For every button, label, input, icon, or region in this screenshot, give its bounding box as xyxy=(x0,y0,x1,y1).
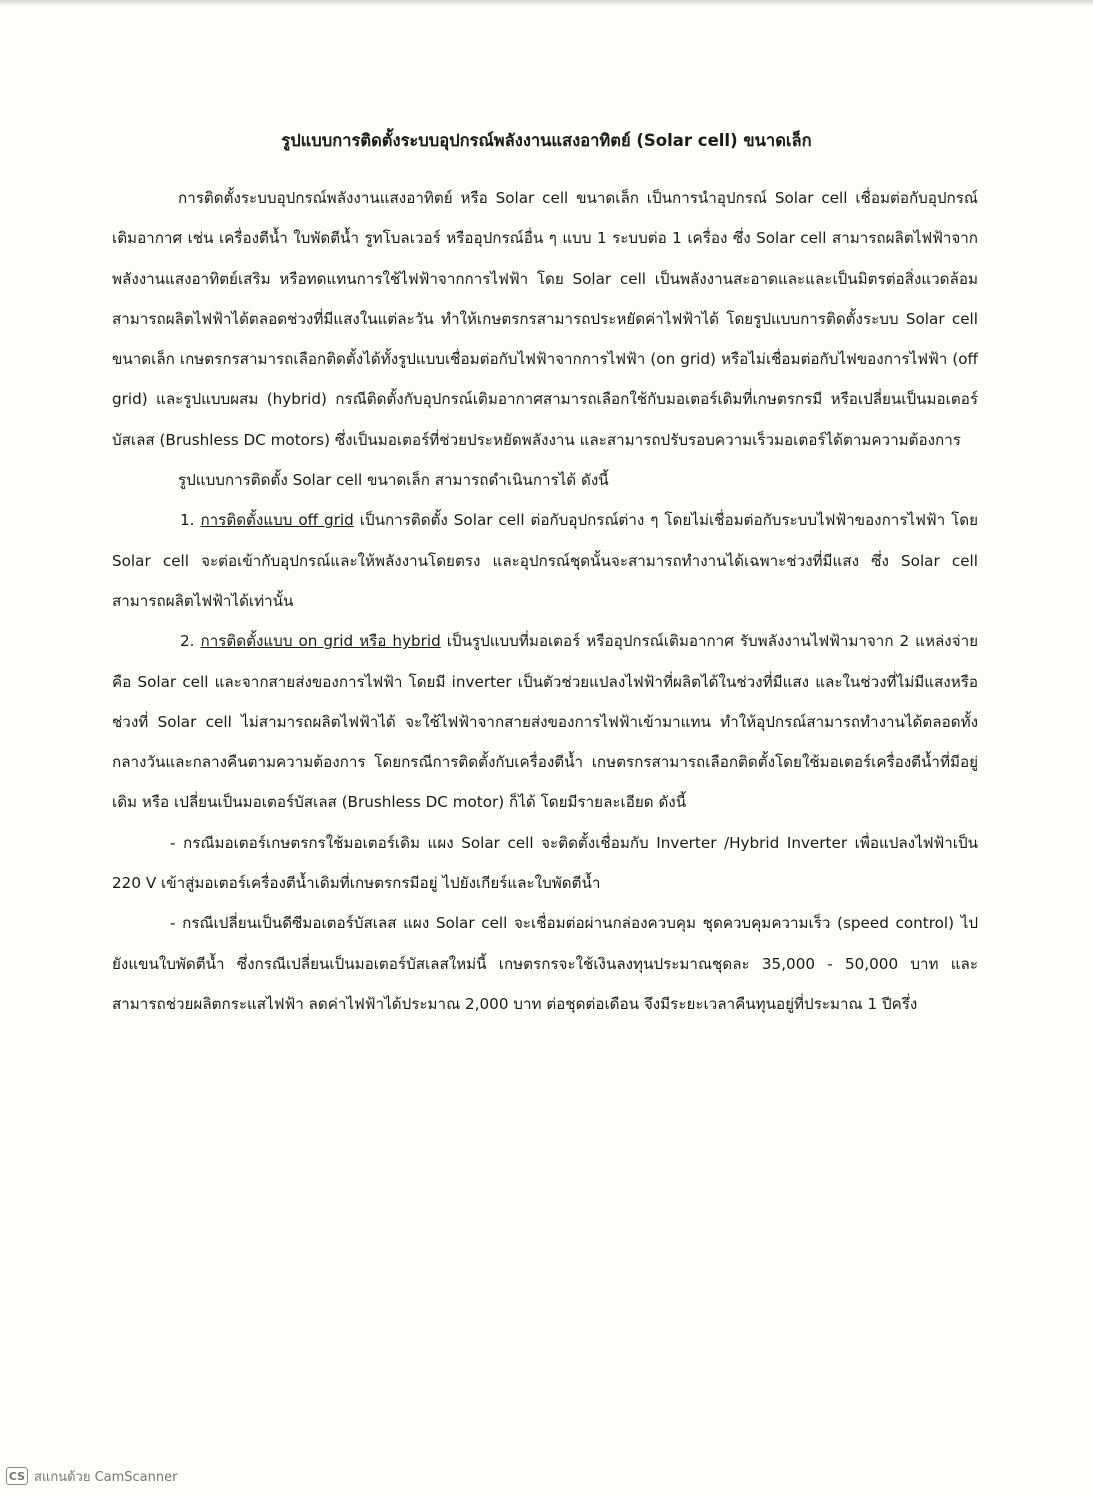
on-grid-item-number: 2. xyxy=(180,632,195,651)
document-title: รูปแบบการติดตั้งระบบอุปกรณ์พลังงานแสงอาทิตย์ (Solar cell) ขนาดเล็ก xyxy=(281,131,812,150)
brushless-motor-bullet: - กรณีเปลี่ยนเป็นดีซีมอเตอร์บัสเลส แผง Solar cell จะเชื่อมต่อผ่านกล่องควบคุม ชุดควบคุมความเร็ว (speed control) ไปยังแขนใบพัดตีน้ำ ซึ่งกรณีเปลี่ยนเป็นมอเตอร์บัสเลสใหม่นี้ เกษตรกรจะใช้เงินลงทุนประมาณชุดละ 35,000 - 50,000 บาท และสามารถช่วยผลิตกระแสไฟฟ้า ลดค่าไฟฟ้าได้ประมาณ 2,000 บาท ต่อชุดต่อเดือน จึงมีระยะเวลาคืนทุนอยู่ที่ประมาณ 1 ปีครึ่ง xyxy=(112,914,978,1013)
on-grid-heading: การติดตั้งแบบ on grid หรือ hybrid xyxy=(200,632,441,651)
off-grid-text: เป็นการติดตั้ง Solar cell ต่อกับอุปกรณ์ต่าง ๆ โดยไม่เชื่อมต่อกับระบบไฟฟ้าของการไฟฟ้า โดย Solar cell จะต่อเข้ากับอุปกรณ์และให้พลังงานโดยตรง และอุปกรณ์ชุดนั้นจะสามารถทำงานได้เฉพาะช่วงที่มีแสง ซึ่ง Solar cell สามารถผลิตไฟฟ้าได้เท่านั้น xyxy=(112,511,979,610)
off-grid-item-number: 1. xyxy=(180,511,195,530)
off-grid-item xyxy=(112,500,978,621)
on-grid-item xyxy=(112,621,978,822)
intro-paragraph: การติดตั้งระบบอุปกรณ์พลังงานแสงอาทิตย์ หรือ Solar cell ขนาดเล็ก เป็นการนำอุปกรณ์ Solar cell เชื่อมต่อกับอุปกรณ์เติมอากาศ เช่น เครื่องตีน้ำ ใบพัดตีน้ำ รูทโบลเวอร์ หรืออุปกรณ์อื่น ๆ แบบ 1 ระบบต่อ 1 เครื่อง ซึ่ง Solar cell สามารถผลิตไฟฟ้าจากพลังงานแสงอาทิตย์เสริม หรือทดแทนการใช้ไฟฟ้าจากการไฟฟ้า โดย Solar cell เป็นพลังงานสะอาดและและเป็นมิตรต่อสิ่งแวดล้อม สามารถผลิตไฟฟ้าได้ตลอดช่วงที่มีแสงในแต่ละวัน ทำให้เกษตรกรสามารถประหยัดค่าไฟฟ้าได้ โดยรูปแบบการติดตั้งระบบ Solar cell ขนาดเล็ก เกษตรกรสามารถเลือกติดตั้งได้ทั้งรูปแบบเชื่อมต่อกับไฟฟ้าจากการไฟฟ้า (on grid) หรือไม่เชื่อมต่อกับไฟของการไฟฟ้า (off grid) และรูปแบบผสม (hybrid) กรณีติดตั้งกับอุปกรณ์เติมอากาศสามารถเลือกใช้กับมอเตอร์เดิมที่เกษตรกรมี หรือเปลี่ยนเป็นมอเตอร์บัสเลส (Brushless DC motors) ซึ่งเป็นมอเตอร์ที่ช่วยประหยัดพลังงาน และสามารถปรับรอบความเร็วมอเตอร์ได้ตามความต้องการ xyxy=(112,189,978,449)
installation-types-paragraph: รูปแบบการติดตั้ง Solar cell ขนาดเล็ก สามารถดำเนินการได้ ดังนี้ xyxy=(178,471,609,490)
on-grid-text: เป็นรูปแบบที่มอเตอร์ หรืออุปกรณ์เติมอากาศ รับพลังงานไฟฟ้ามาจาก 2 แหล่งจ่าย คือ Solar cell และจากสายส่งของการไฟฟ้า โดยมี inverter เป็นตัวช่วยแปลงไฟฟ้าที่ผลิตได้ในช่วงที่มีแสง และในช่วงที่ไม่มีแสงหรือช่วงที่ Solar cell ไม่สามารถผลิตไฟฟ้าได้ จะใช้ไฟฟ้าจากสายส่งของการไฟฟ้าเข้ามาแทน ทำให้อุปกรณ์สามารถทำงานได้ตลอดทั้งกลางวันและกลางคืนตามความต้องการ โดยกรณีการติดตั้งกับเครื่องตีน้ำ เกษตรกรสามารถเลือกติดตั้งโดยใช้มอเตอร์เครื่องตีน้ำที่มีอยู่เดิม หรือ เปลี่ยนเป็นมอเตอร์บัสเลส (Brushless DC motor) ก็ได้ โดยมีรายละเอียด ดังนี้ xyxy=(112,632,979,812)
camscanner-watermark xyxy=(6,1464,177,1488)
document-body xyxy=(112,178,978,1024)
scan-edge-shadow xyxy=(0,0,1093,6)
camscanner-label: สแกนด้วย CamScanner xyxy=(34,1469,178,1485)
camscanner-logo-icon: CS xyxy=(6,1467,28,1485)
existing-motor-bullet: - กรณีมอเตอร์เกษตรกรใช้มอเตอร์เดิม แผง Solar cell จะติดตั้งเชื่อมกับ Inverter /Hybrid Inverter เพื่อแปลงไฟฟ้าเป็น 220 V เข้าสู่มอเตอร์เครื่องตีน้ำเดิมที่เกษตรกรมีอยู่ ไปยังเกียร์และใบพัดตีน้ำ xyxy=(112,833,978,893)
off-grid-heading: การติดตั้งแบบ off grid xyxy=(200,511,354,530)
